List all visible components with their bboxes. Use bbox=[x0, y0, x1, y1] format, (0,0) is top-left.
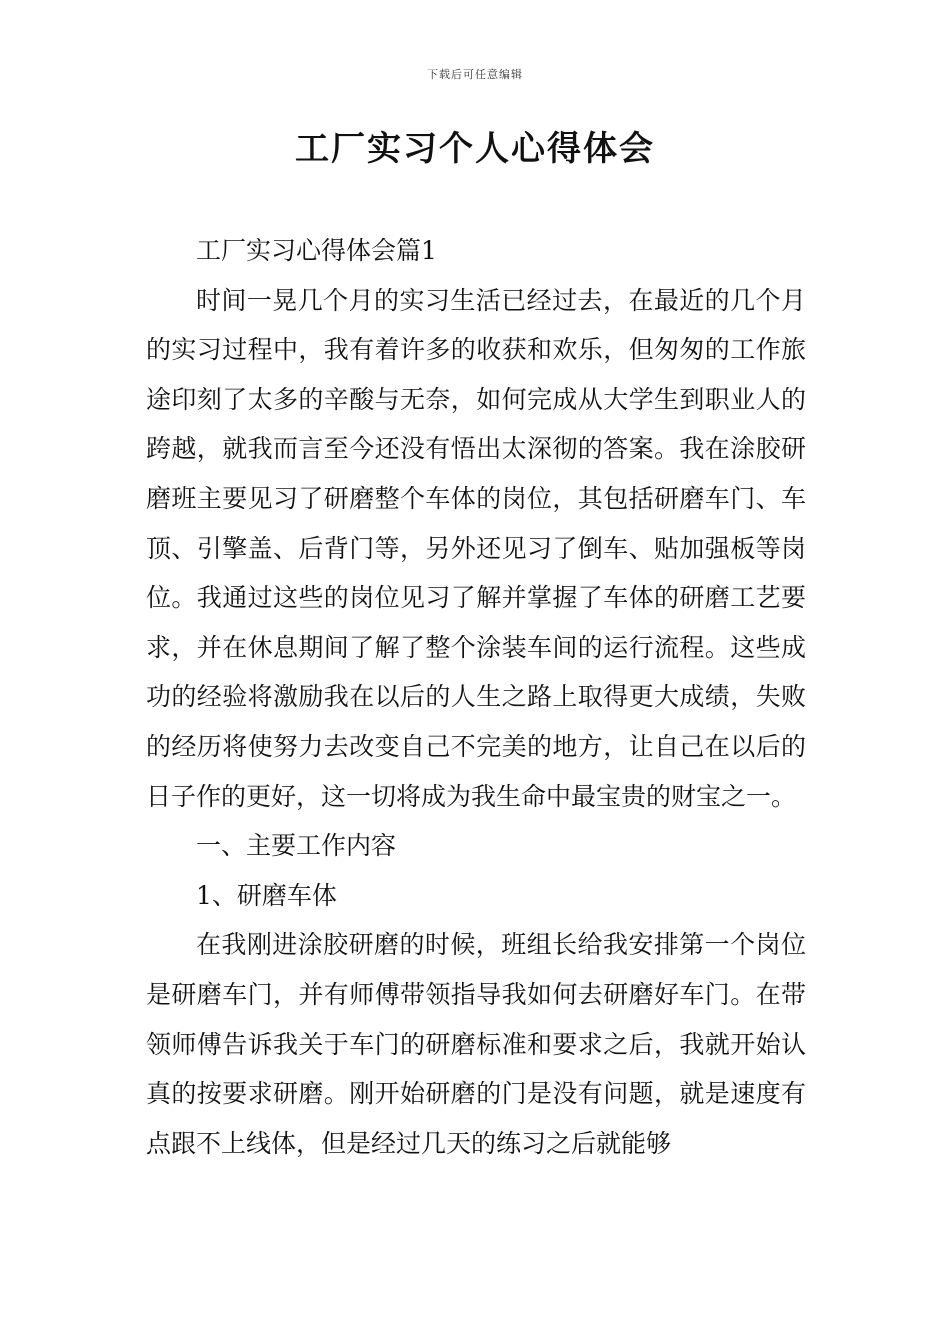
document-title: 工厂实习个人心得体会 bbox=[295, 129, 655, 169]
item-heading: 1、研磨车体 bbox=[196, 880, 337, 910]
body-paragraph: 在我刚进涂胶研磨的时候，班组长给我安排第一个岗位是研磨车门，并有师傅带领指导我如何去研磨好车门。在带领师傅告诉我关于车门的研磨标准和要求之后，我就开始认真的按要求研磨。刚开始研磨的门是没有问题，就是速度有点跟不上线体，但是经过几天的练习之后就能够 bbox=[146, 930, 806, 1158]
section-heading: 工厂实习心得体会篇1 bbox=[196, 236, 437, 265]
header-note: 下载后可任意编辑 bbox=[427, 68, 523, 81]
body-paragraph: 时间一晃几个月的实习生活已经过去，在最近的几个月的实习过程中，我有着许多的收获和欢乐，但匆匆的工作旅途印刻了太多的辛酸与无奈，如何完成从大学生到职业人的跨越，就我而言至今还没有悟出太深彻的答案。我在涂胶研磨班主要见习了研磨整个车体的岗位，其包括研磨车门、车顶、引擎盖、后背门等，另外还见习了倒车、贴加强板等岗位。我通过这些的岗位见习了解并掌握了车体的研磨工艺要求，并在休息期间了解了整个涂装车间的运行流程。这些成功的经验将激励我在以后的人生之路上取得更大成绩，失败的经历将使努力去改变自己不完美的地方，让自己在以后的日子作的更好，这一切将成为我生命中最宝贵的财宝之一。 bbox=[146, 285, 806, 811]
subsection-heading: 一、主要工作内容 bbox=[196, 831, 397, 861]
document-body bbox=[146, 226, 806, 1168]
